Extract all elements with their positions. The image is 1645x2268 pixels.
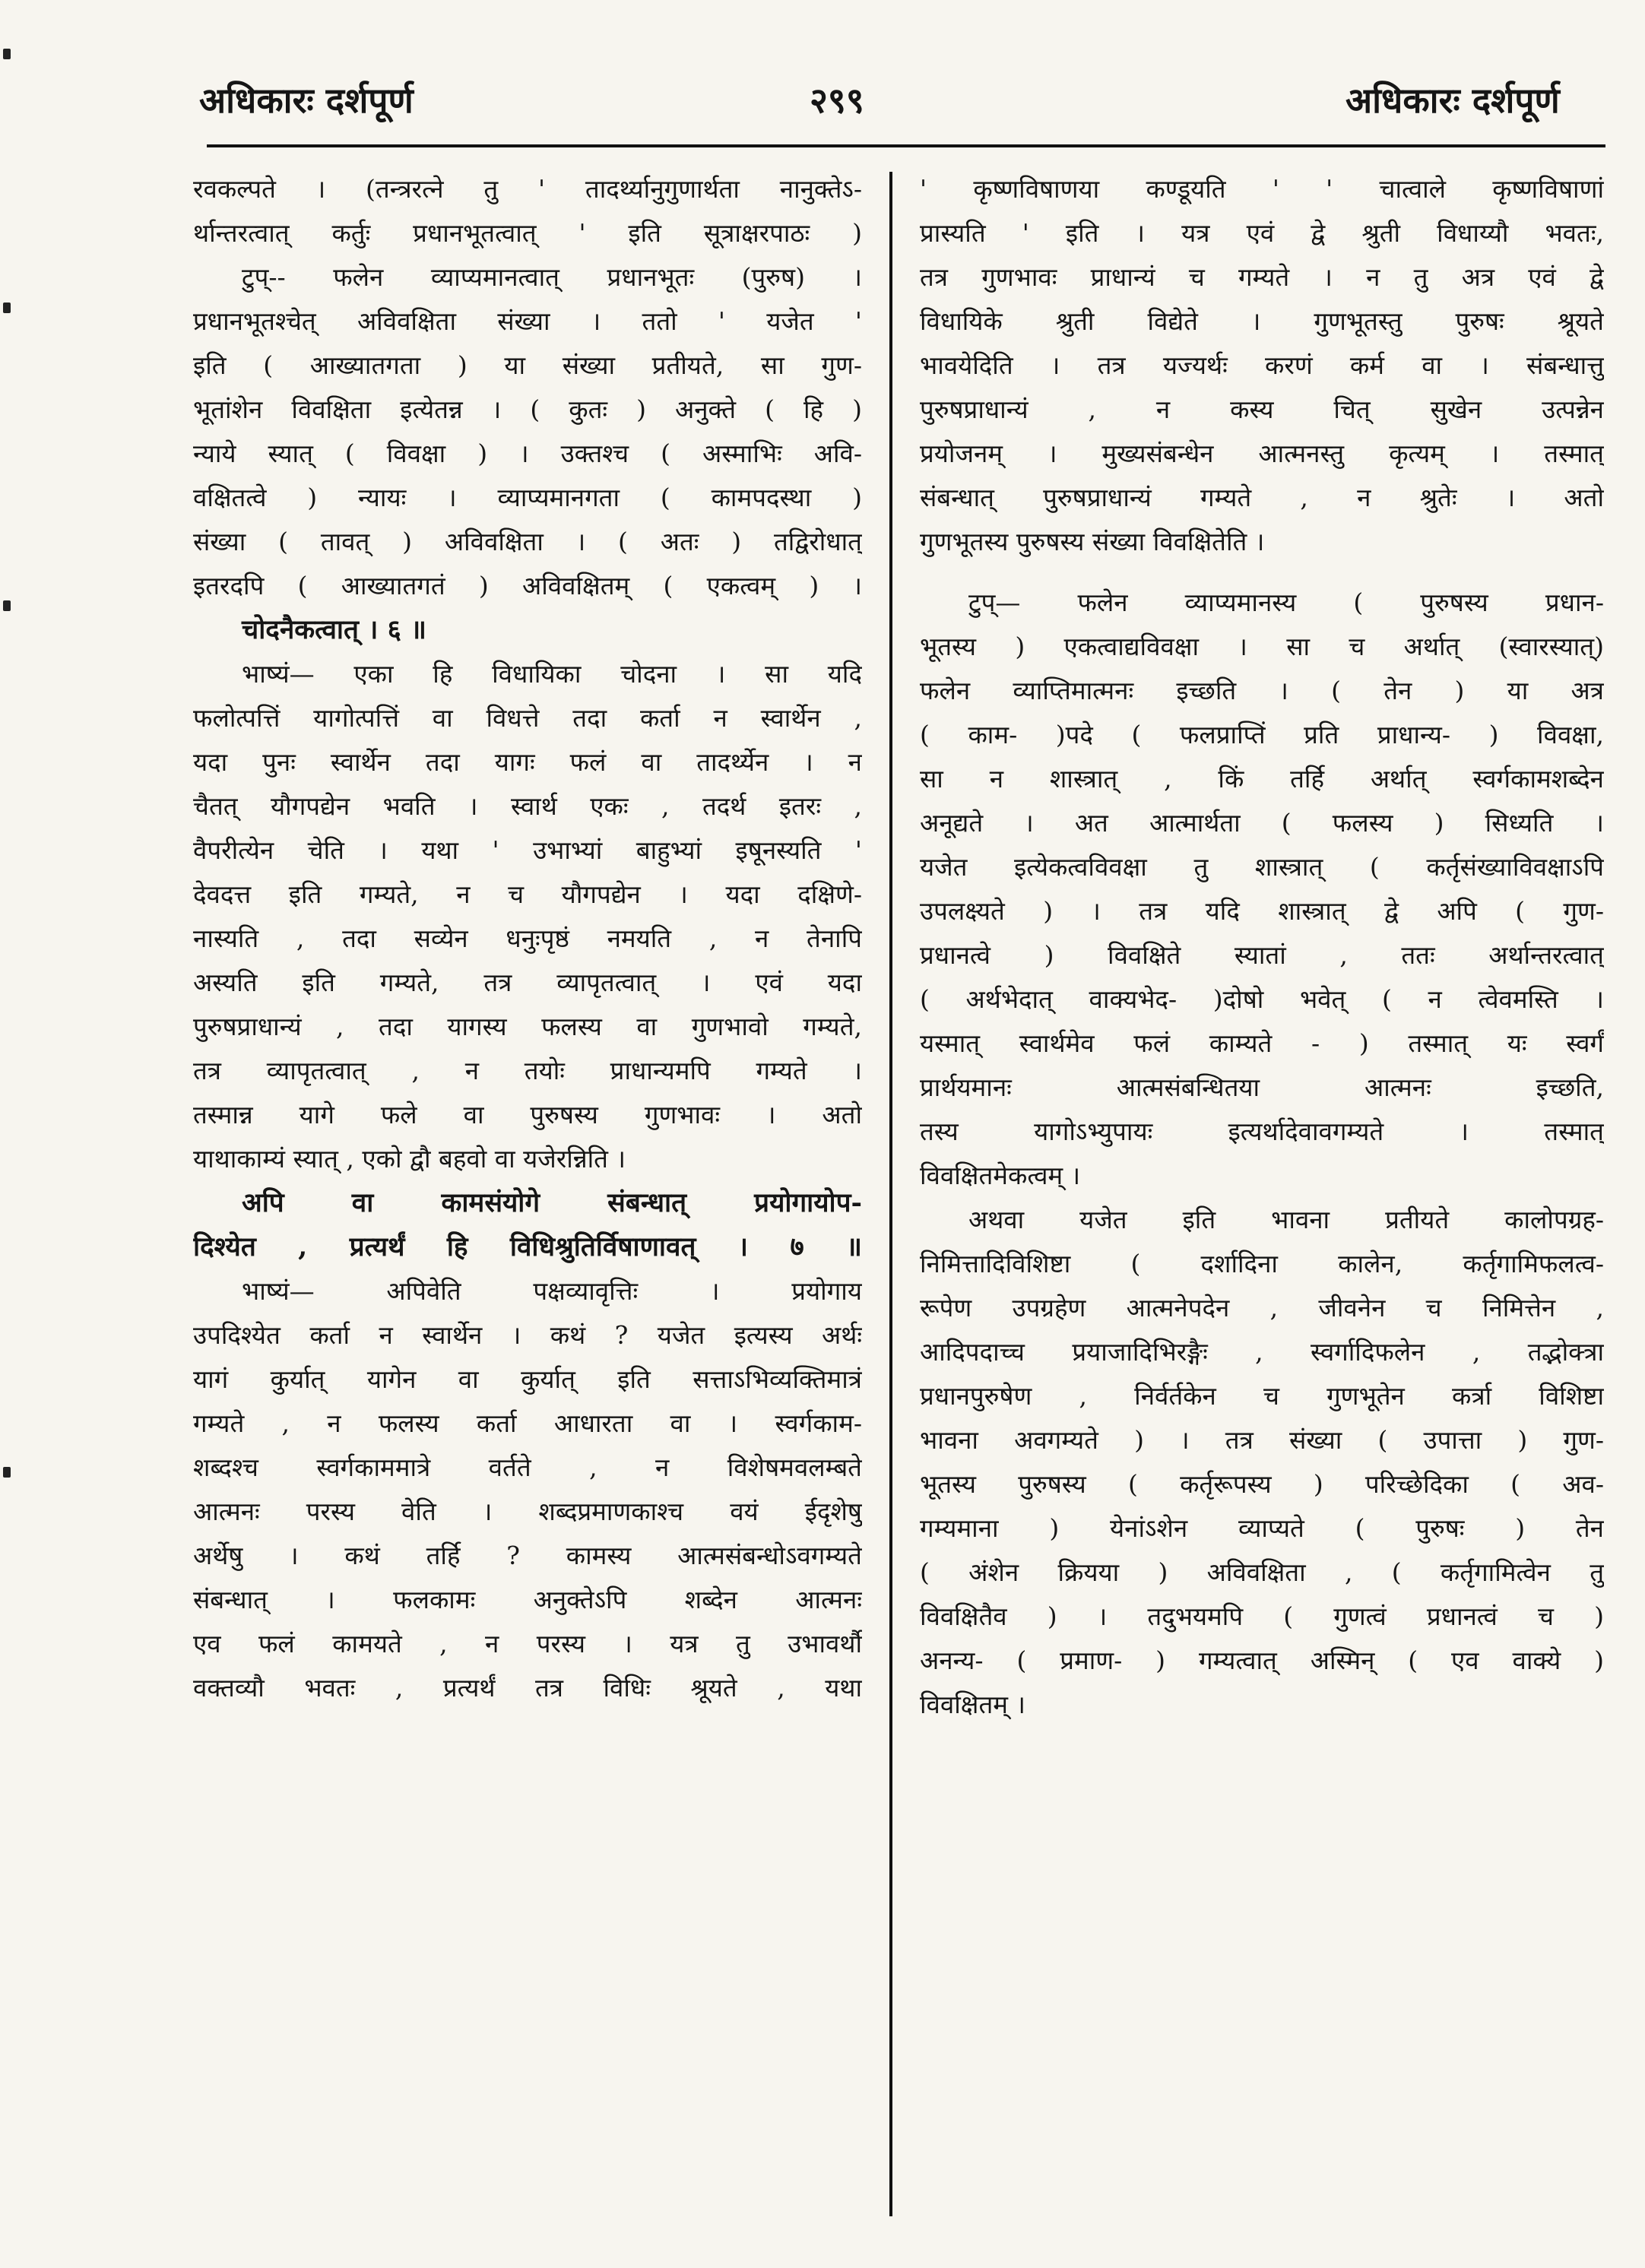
text-line: यजेत इत्येकत्वविवक्षा तु शास्त्रात् ( कर्तृसंख्याविवक्षाऽपि xyxy=(920,852,1604,882)
sutra-line: अपि वा कामसंयोगे संबन्धात् प्रयोगायोप- xyxy=(242,1187,862,1218)
text-line: अथवा यजेत इति भावना प्रतीयते कालोपग्रह- xyxy=(968,1205,1604,1234)
text-line: प्रधानपुरुषेण , निर्वर्तकेन च गुणभूतेन कर्त्रा विशिष्टा xyxy=(920,1381,1604,1411)
text-line: निमित्तादिविशिष्टा ( दर्शादिना कालेन, कर्तृगामिफलत्व- xyxy=(920,1249,1604,1278)
text-line: तस्य यागोऽभ्युपायः इत्यर्थादेवावगम्यते । तस्मात् xyxy=(920,1117,1604,1146)
page-header xyxy=(0,76,1645,137)
bhashya-line: भाष्यं— अपिवेति पक्षव्यावृत्तिः । प्रयोगाय xyxy=(242,1276,862,1306)
text-line: ' कृष्णविषाणया कण्डूयति ' ' चात्वाले कृष्णविषाणां xyxy=(920,174,1604,204)
text-line: प्रधानभूतश्चेत् अविवक्षिता संख्या । ततो ' यजेत ' xyxy=(193,306,862,336)
text-line: रवकल्पते । (तन्त्ररत्ने तु ' तादर्थ्यानुगुणार्थता नानुक्तेऽ- xyxy=(193,174,862,204)
text-line: पुरुषप्राधान्यं , न कस्य चित् सुखेन उत्पन्नेन xyxy=(920,394,1604,424)
text-line: फलेन व्याप्तिमात्मनः इच्छति । ( तेन ) या अत्र xyxy=(920,676,1604,705)
text-line: नास्यति , तदा सव्येन धनुःपृष्ठं नमयति , न तेनापि xyxy=(193,923,862,953)
text-line: तस्मान्न यागे फले वा पुरुषस्य गुणभावः । अतो xyxy=(193,1100,862,1129)
text-line: यदा पुनः स्वार्थेन तदा यागः फलं वा तादर्थ्येन । न xyxy=(193,747,862,777)
text-line: देवदत्त इति गम्यते, न च यौगपद्येन । यदा दक्षिणे- xyxy=(193,879,862,909)
text-line: वैपरीत्येन चेति । यथा ' उभाभ्यां बाहुभ्यां इषूनस्यति ' xyxy=(193,835,862,865)
sutra-line: दिश्येत , प्रत्यर्थं हि विधिश्रुतिर्विषाणावत् । ७ ॥ xyxy=(193,1231,862,1262)
text-line: प्रधानत्वे ) विवक्षिते स्यातां , ततः अर्थान्तरत्वात् xyxy=(920,940,1604,970)
text-line: विधायिके श्रुती विद्येते । गुणभूतस्तु पुरुषः श्रूयते xyxy=(920,306,1604,336)
text-line: अस्यति इति गम्यते, तत्र व्यापृतत्वात् । एवं यदा xyxy=(193,968,862,997)
text-line: वक्तव्यौ भवतः , प्रत्यर्थं तत्र विधिः श्रूयते , यथा xyxy=(193,1673,862,1703)
margin-mark xyxy=(3,600,11,611)
text-line: यस्मात् स्वार्थमेव फलं काम्यते - ) तस्मात् यः स्वर्गं xyxy=(920,1028,1604,1058)
text-line: सा न शास्त्रात् , किं तर्हि अर्थात् स्वर्गकामशब्देन xyxy=(920,764,1604,793)
text-line: तत्र गुणभावः प्राधान्यं च गम्यते । न तु अत्र एवं द्वे xyxy=(920,262,1604,292)
text-line: गुणभूतस्य पुरुषस्य संख्या विवक्षितेति । xyxy=(920,527,1265,556)
text-line: र्थान्तरत्वात् कर्तुः प्रधानभूतत्वात् ' इति सूत्राक्षरपाठः ) xyxy=(193,218,862,248)
running-title-left: अधिकारः दर्शपूर्ण xyxy=(199,80,414,121)
text-line: इतरदपि ( आख्यातगतं ) अविवक्षितम् ( एकत्वम् ) । xyxy=(193,571,862,600)
page-number: २९९ xyxy=(810,80,864,121)
bhashya-line: भाष्यं— एका हि विधायिका चोदना । सा यदि xyxy=(242,659,862,689)
text-line: विवक्षितमेकत्वम् । xyxy=(920,1161,1081,1190)
text-line: शब्दश्च स्वर्गकाममात्रे वर्तते , न विशेषमवलम्बते xyxy=(193,1452,862,1482)
text-line: उपलक्ष्यते ) । तत्र यदि शास्त्रात् द्वे अपि ( गुण- xyxy=(920,896,1604,926)
text-line: भावना अवगम्यते ) । तत्र संख्या ( उपात्ता ) गुण- xyxy=(920,1425,1604,1455)
text-line: एव फलं कामयते , न परस्य । यत्र तु उभावर्थौ xyxy=(193,1629,862,1658)
text-line: संख्या ( तावत् ) अविवक्षिता । ( अतः ) तद्विरोधात् xyxy=(193,527,862,556)
text-line: न्याये स्यात् ( विवक्षा ) । उक्तश्च ( अस्माभिः अवि- xyxy=(193,439,862,468)
text-line: तत्र व्यापृतत्वात् , न तयोः प्राधान्यमपि गम्यते । xyxy=(193,1056,862,1085)
text-line: विवक्षितैव ) । तदुभयमपि ( गुणत्वं प्रधानत्वं च ) xyxy=(920,1601,1604,1631)
right-column xyxy=(920,167,1604,1727)
text-line: अर्थेषु । कथं तर्हि ? कामस्य आत्मसंबन्धोऽवगम्यते xyxy=(193,1541,862,1570)
text-line: अनूद्यते । अत आत्मार्थता ( फलस्य ) सिध्यति । xyxy=(920,808,1604,838)
text-line: प्रार्थयमानः आत्मसंबन्धितया आत्मनः इच्छति, xyxy=(920,1072,1604,1102)
text-line: वक्षितत्वे ) न्यायः । व्याप्यमानगता ( कामपदस्था ) xyxy=(193,483,862,512)
text-line: चैतत् यौगपद्येन भवति । स्वार्थ एकः , तदर्थ इतरः , xyxy=(193,791,862,821)
commentary-line: टुप्-- फलेन व्याप्यमानत्वात् प्रधानभूतः (पुरुष) । xyxy=(242,262,862,292)
commentary-line: टुप्— फलेन व्याप्यमानस्य ( पुरुषस्य प्रधान- xyxy=(968,588,1604,617)
margin-mark xyxy=(3,49,11,59)
text-line: यागं कुर्यात् यागेन वा कुर्यात् इति सत्ताऽभिव्यक्तिमात्रं xyxy=(193,1364,862,1394)
paragraph-gap xyxy=(920,564,1604,581)
text-line: फलोत्पत्तिं यागोत्पत्तिं वा विधत्ते तदा कर्ता न स्वार्थेन , xyxy=(193,703,862,733)
text-line: गम्यमाना ) येनांऽशेन व्याप्यते ( पुरुषः ) तेन xyxy=(920,1513,1604,1543)
text-line: भूतांशेन विवक्षिता इत्येतन्न । ( कुतः ) अनुक्ते ( हि ) xyxy=(193,394,862,424)
text-line: रूपेण उपग्रहेण आत्मनेपदेन , जीवनेन च निमित्तेन , xyxy=(920,1293,1604,1322)
column-divider xyxy=(889,172,892,2216)
sutra-line: चोदनैकत्वात् । ६ ॥ xyxy=(242,614,426,645)
margin-mark xyxy=(3,303,11,313)
text-line: भूतस्य ) एकत्वाद्यविवक्षा । सा च अर्थात् (स्वारस्यात्) xyxy=(920,632,1604,661)
text-line: गम्यते , न फलस्य कर्ता आधारता वा । स्वर्गकाम- xyxy=(193,1408,862,1438)
text-line: विवक्षितम् । xyxy=(920,1690,1025,1719)
text-line: प्रास्यति ' इति । यत्र एवं द्वे श्रुती विधाय्यौ भवतः, xyxy=(920,218,1604,248)
text-line: भूतस्य पुरुषस्य ( कर्तृरूपस्य ) परिच्छेदिका ( अव- xyxy=(920,1469,1604,1499)
text-line: आत्मनः परस्य वेति । शब्दप्रमाणकाश्च वयं ईदृशेषु xyxy=(193,1497,862,1526)
margin-mark xyxy=(3,1467,11,1478)
header-rule xyxy=(207,144,1605,147)
text-line: इति ( आख्यातगता ) या संख्या प्रतीयते, सा गुण- xyxy=(193,350,862,380)
text-line: ( अंशेन क्रियया ) अविवक्षिता , ( कर्तृगामित्वेन तु xyxy=(920,1557,1604,1587)
text-line: आदिपदाच्च प्रयाजादिभिरङ्गैः , स्वर्गादिफलेन , तद्भोक्त्रा xyxy=(920,1337,1604,1367)
text-line: अनन्य- ( प्रमाण- ) गम्यत्वात् अस्मिन् ( एव वाक्ये ) xyxy=(920,1646,1604,1675)
text-line: ( अर्थभेदात् वाक्यभेद- )दोषो भवेत् ( न त्वेवमस्ति । xyxy=(920,984,1604,1014)
text-line: प्रयोजनम् । मुख्यसंबन्धेन आत्मनस्तु कृत्यम् । तस्मात् xyxy=(920,439,1604,468)
text-line: संबन्धात् । फलकामः अनुक्तेऽपि शब्देन आत्मनः xyxy=(193,1585,862,1614)
text-line: पुरुषप्राधान्यं , तदा यागस्य फलस्य वा गुणभावो गम्यते, xyxy=(193,1012,862,1041)
running-title-right: अधिकारः दर्शपूर्ण xyxy=(1345,80,1560,121)
text-line: संबन्धात् पुरुषप्राधान्यं गम्यते , न श्रुतेः । अतो xyxy=(920,483,1604,512)
left-column xyxy=(193,167,862,1710)
text-line: ( काम- )पदे ( फलप्राप्तिं प्रति प्राधान्य- ) विवक्षा, xyxy=(920,720,1604,749)
text-line: उपदिश्येत कर्ता न स्वार्थेन । कथं ? यजेत इत्यस्य अर्थः xyxy=(193,1320,862,1350)
text-line: याथाकाम्यं स्यात् , एको द्वौ बहवो वा यजेरन्निति । xyxy=(193,1144,626,1174)
text-line: भावयेदिति । तत्र यज्यर्थः करणं कर्म वा । संबन्धात्तु xyxy=(920,350,1604,380)
